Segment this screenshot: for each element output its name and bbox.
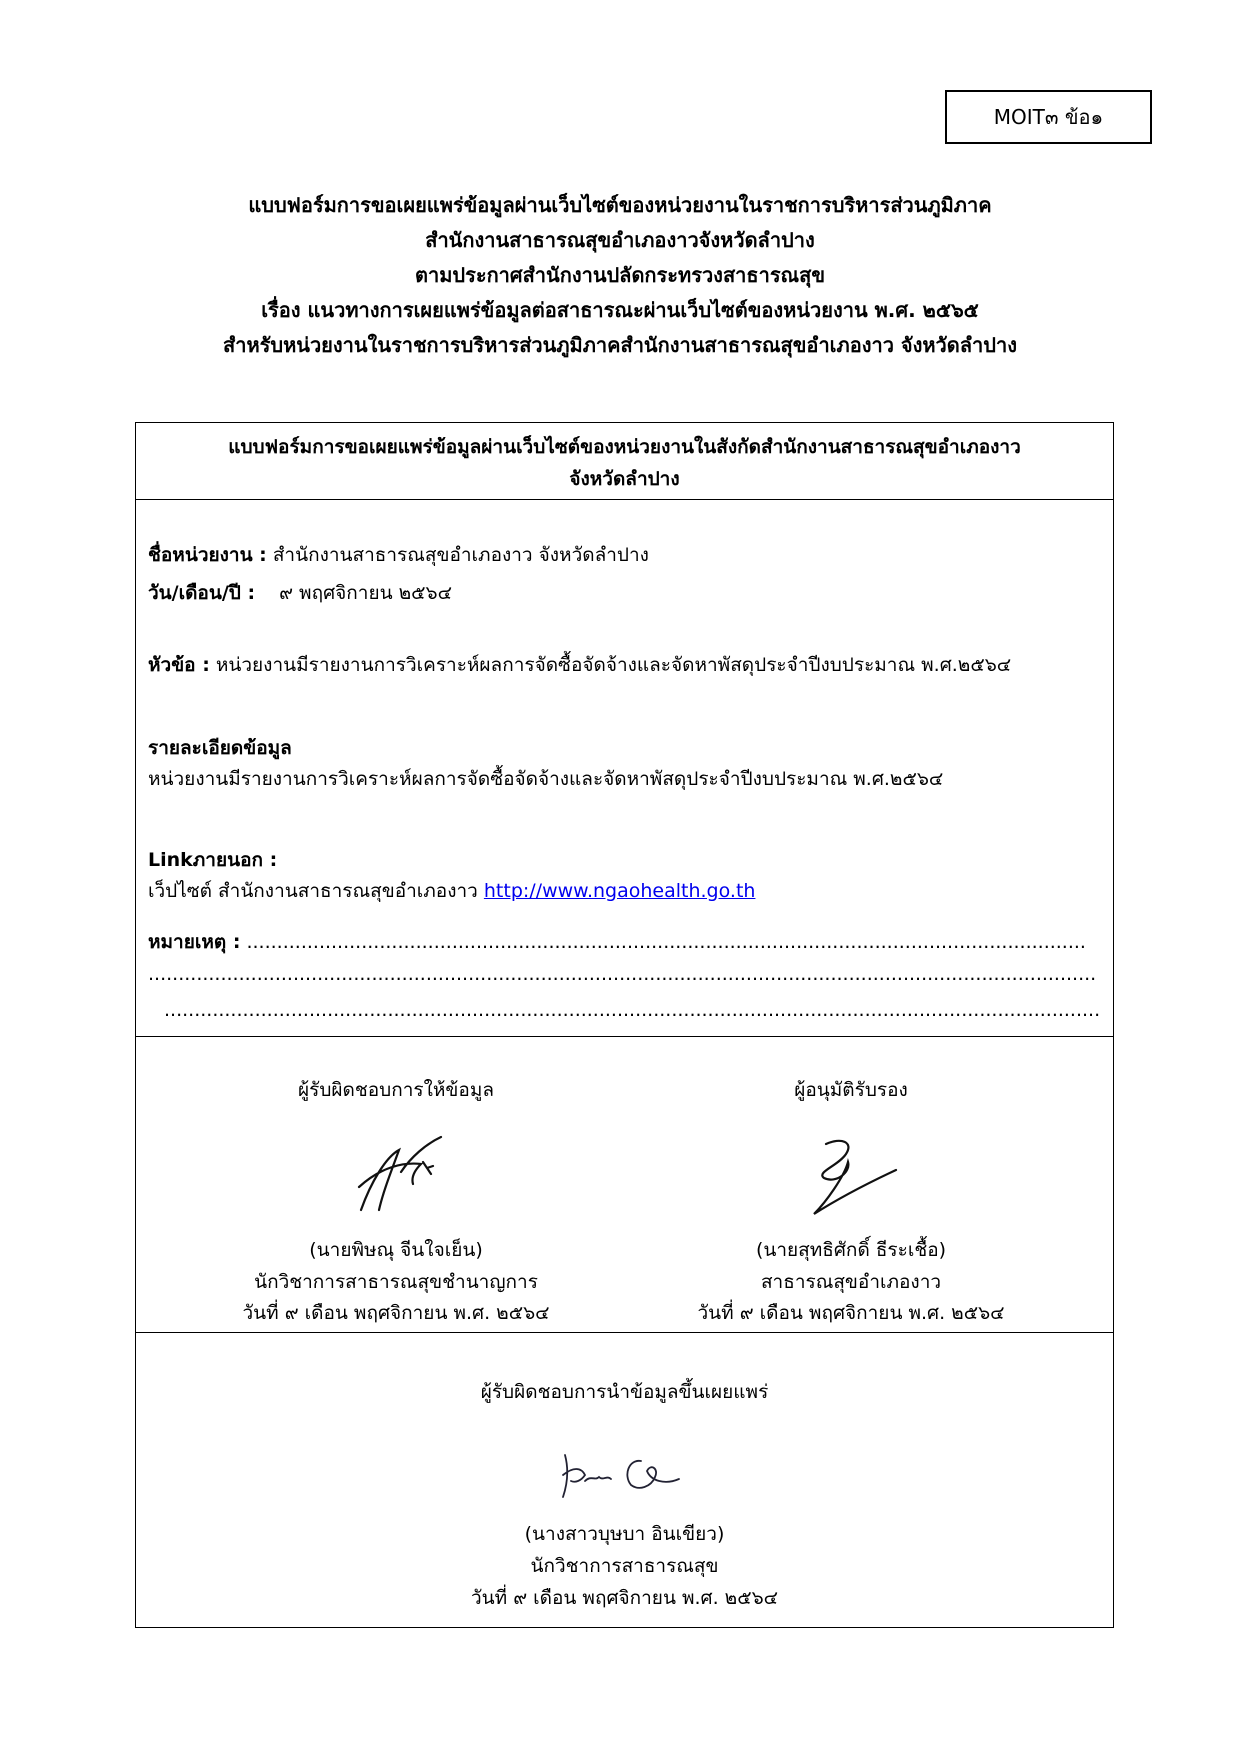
date-label: วัน/เดือน/ปี : <box>148 582 256 604</box>
header-line-1: แบบฟอร์มการขอเผยแพร่ข้อมูลผ่านเว็บไซต์ของหน่วยงานในราชการบริหารส่วนภูมิภาค <box>248 193 992 217</box>
form-code-badge: MOIT๓ ข้อ๑ <box>945 90 1152 144</box>
note-dots-2: ............................................................................................................................................................. <box>148 963 1097 985</box>
provider-role: ผู้รับผิดชอบการให้ข้อมูล <box>298 1079 494 1101</box>
note-row <box>148 927 1086 957</box>
provider-name: (นายพิษณุ จีนใจเย็น) <box>309 1239 483 1261</box>
info-section <box>136 500 1113 1037</box>
topic-label: หัวข้อ : <box>148 654 210 676</box>
date-value: ๙ พฤศจิกายน ๒๕๖๔ <box>279 582 452 604</box>
header-line-3: ตามประกาศสำนักงานปลัดกระทรวงสาธารณสุข <box>414 263 825 287</box>
note-label: หมายเหตุ : <box>148 931 241 953</box>
provider-signature-block <box>161 1037 631 1332</box>
header-line-5: สำหรับหน่วยงานในราชการบริหารส่วนภูมิภาคสำนักงานสาธารณสุขอำเภองาว จังหวัดลำปาง <box>223 333 1017 357</box>
publisher-date: วันที่ ๙ เดือน พฤศจิกายน พ.ศ. ๒๕๖๔ <box>470 1587 779 1609</box>
link-label: Linkภายนอก : <box>148 849 278 871</box>
agency-label: ชื่อหน่วยงาน : <box>148 544 267 566</box>
date-row <box>148 578 452 608</box>
form-title <box>136 423 1113 500</box>
approver-position: สาธารณสุขอำเภองาว <box>760 1271 942 1293</box>
note-dots-3: ........................................................................................................................................................... <box>164 999 1101 1021</box>
publisher-signature-block <box>136 1333 1113 1627</box>
link-prefix: เว็ปไซต์ สำนักงานสาธารณสุขอำเภองาว <box>148 880 478 902</box>
publisher-position: นักวิชาการสาธารณสุข <box>530 1555 719 1577</box>
publisher-name: (นางสาวบุษบา อินเขียว) <box>524 1523 725 1545</box>
header-line-2: สำนักงานสาธารณสุขอำเภองาวจังหวัดลำปาง <box>425 228 815 252</box>
topic-value: หน่วยงานมีรายงานการวิเคราะห์ผลการจัดซื้อจัดจ้างและจัดหาพัสดุประจำปีงบประมาณ พ.ศ.๒๕๖๔ <box>215 654 1012 676</box>
provider-signature-image <box>341 1132 451 1222</box>
agency-value: สำนักงานสาธารณสุขอำเภองาว จังหวัดลำปาง <box>272 544 649 566</box>
detail-label: รายละเอียดข้อมูล <box>148 737 292 759</box>
agency-row <box>148 540 649 570</box>
header-line-4: เรื่อง แนวทางการเผยแพร่ข้อมูลต่อสาธารณะผ่านเว็บไซต์ของหน่วยงาน พ.ศ. ๒๕๖๕ <box>261 298 979 322</box>
publisher-role: ผู้รับผิดชอบการนำข้อมูลขึ้นเผยแพร่ <box>480 1381 769 1403</box>
form-title-line-1: แบบฟอร์มการขอเผยแพร่ข้อมูลผ่านเว็บไซต์ของหน่วยงานในสังกัดสำนักงานสาธารณสุขอำเภองาว <box>228 436 1021 458</box>
approver-date: วันที่ ๙ เดือน พฤศจิกายน พ.ศ. ๒๕๖๔ <box>697 1302 1005 1324</box>
publisher-signature-image <box>555 1445 695 1505</box>
approver-signature-block <box>616 1037 1086 1332</box>
approver-signature-image <box>796 1132 906 1222</box>
approver-name: (นายสุทธิศักดิ์ ธีระเชื้อ) <box>755 1239 947 1261</box>
provider-date: วันที่ ๙ เดือน พฤศจิกายน พ.ศ. ๒๕๖๔ <box>242 1302 550 1324</box>
signature-section <box>136 1037 1113 1333</box>
publication-request-form <box>135 422 1114 1628</box>
provider-position: นักวิชาการสาธารณสุขชำนาญการ <box>254 1271 538 1293</box>
form-title-line-2: จังหวัดลำปาง <box>569 468 680 490</box>
topic-row <box>148 650 1011 680</box>
note-dots-1: ........................................................................................................................................... <box>246 931 1086 953</box>
document-header <box>130 188 1110 363</box>
external-link[interactable]: http://www.ngaohealth.go.th <box>483 880 756 902</box>
approver-role: ผู้อนุมัติรับรอง <box>794 1079 908 1101</box>
detail-value: หน่วยงานมีรายงานการวิเคราะห์ผลการจัดซื้อจัดจ้างและจัดหาพัสดุประจำปีงบประมาณ พ.ศ.๒๕๖๔ <box>148 768 944 790</box>
link-row <box>148 876 755 906</box>
